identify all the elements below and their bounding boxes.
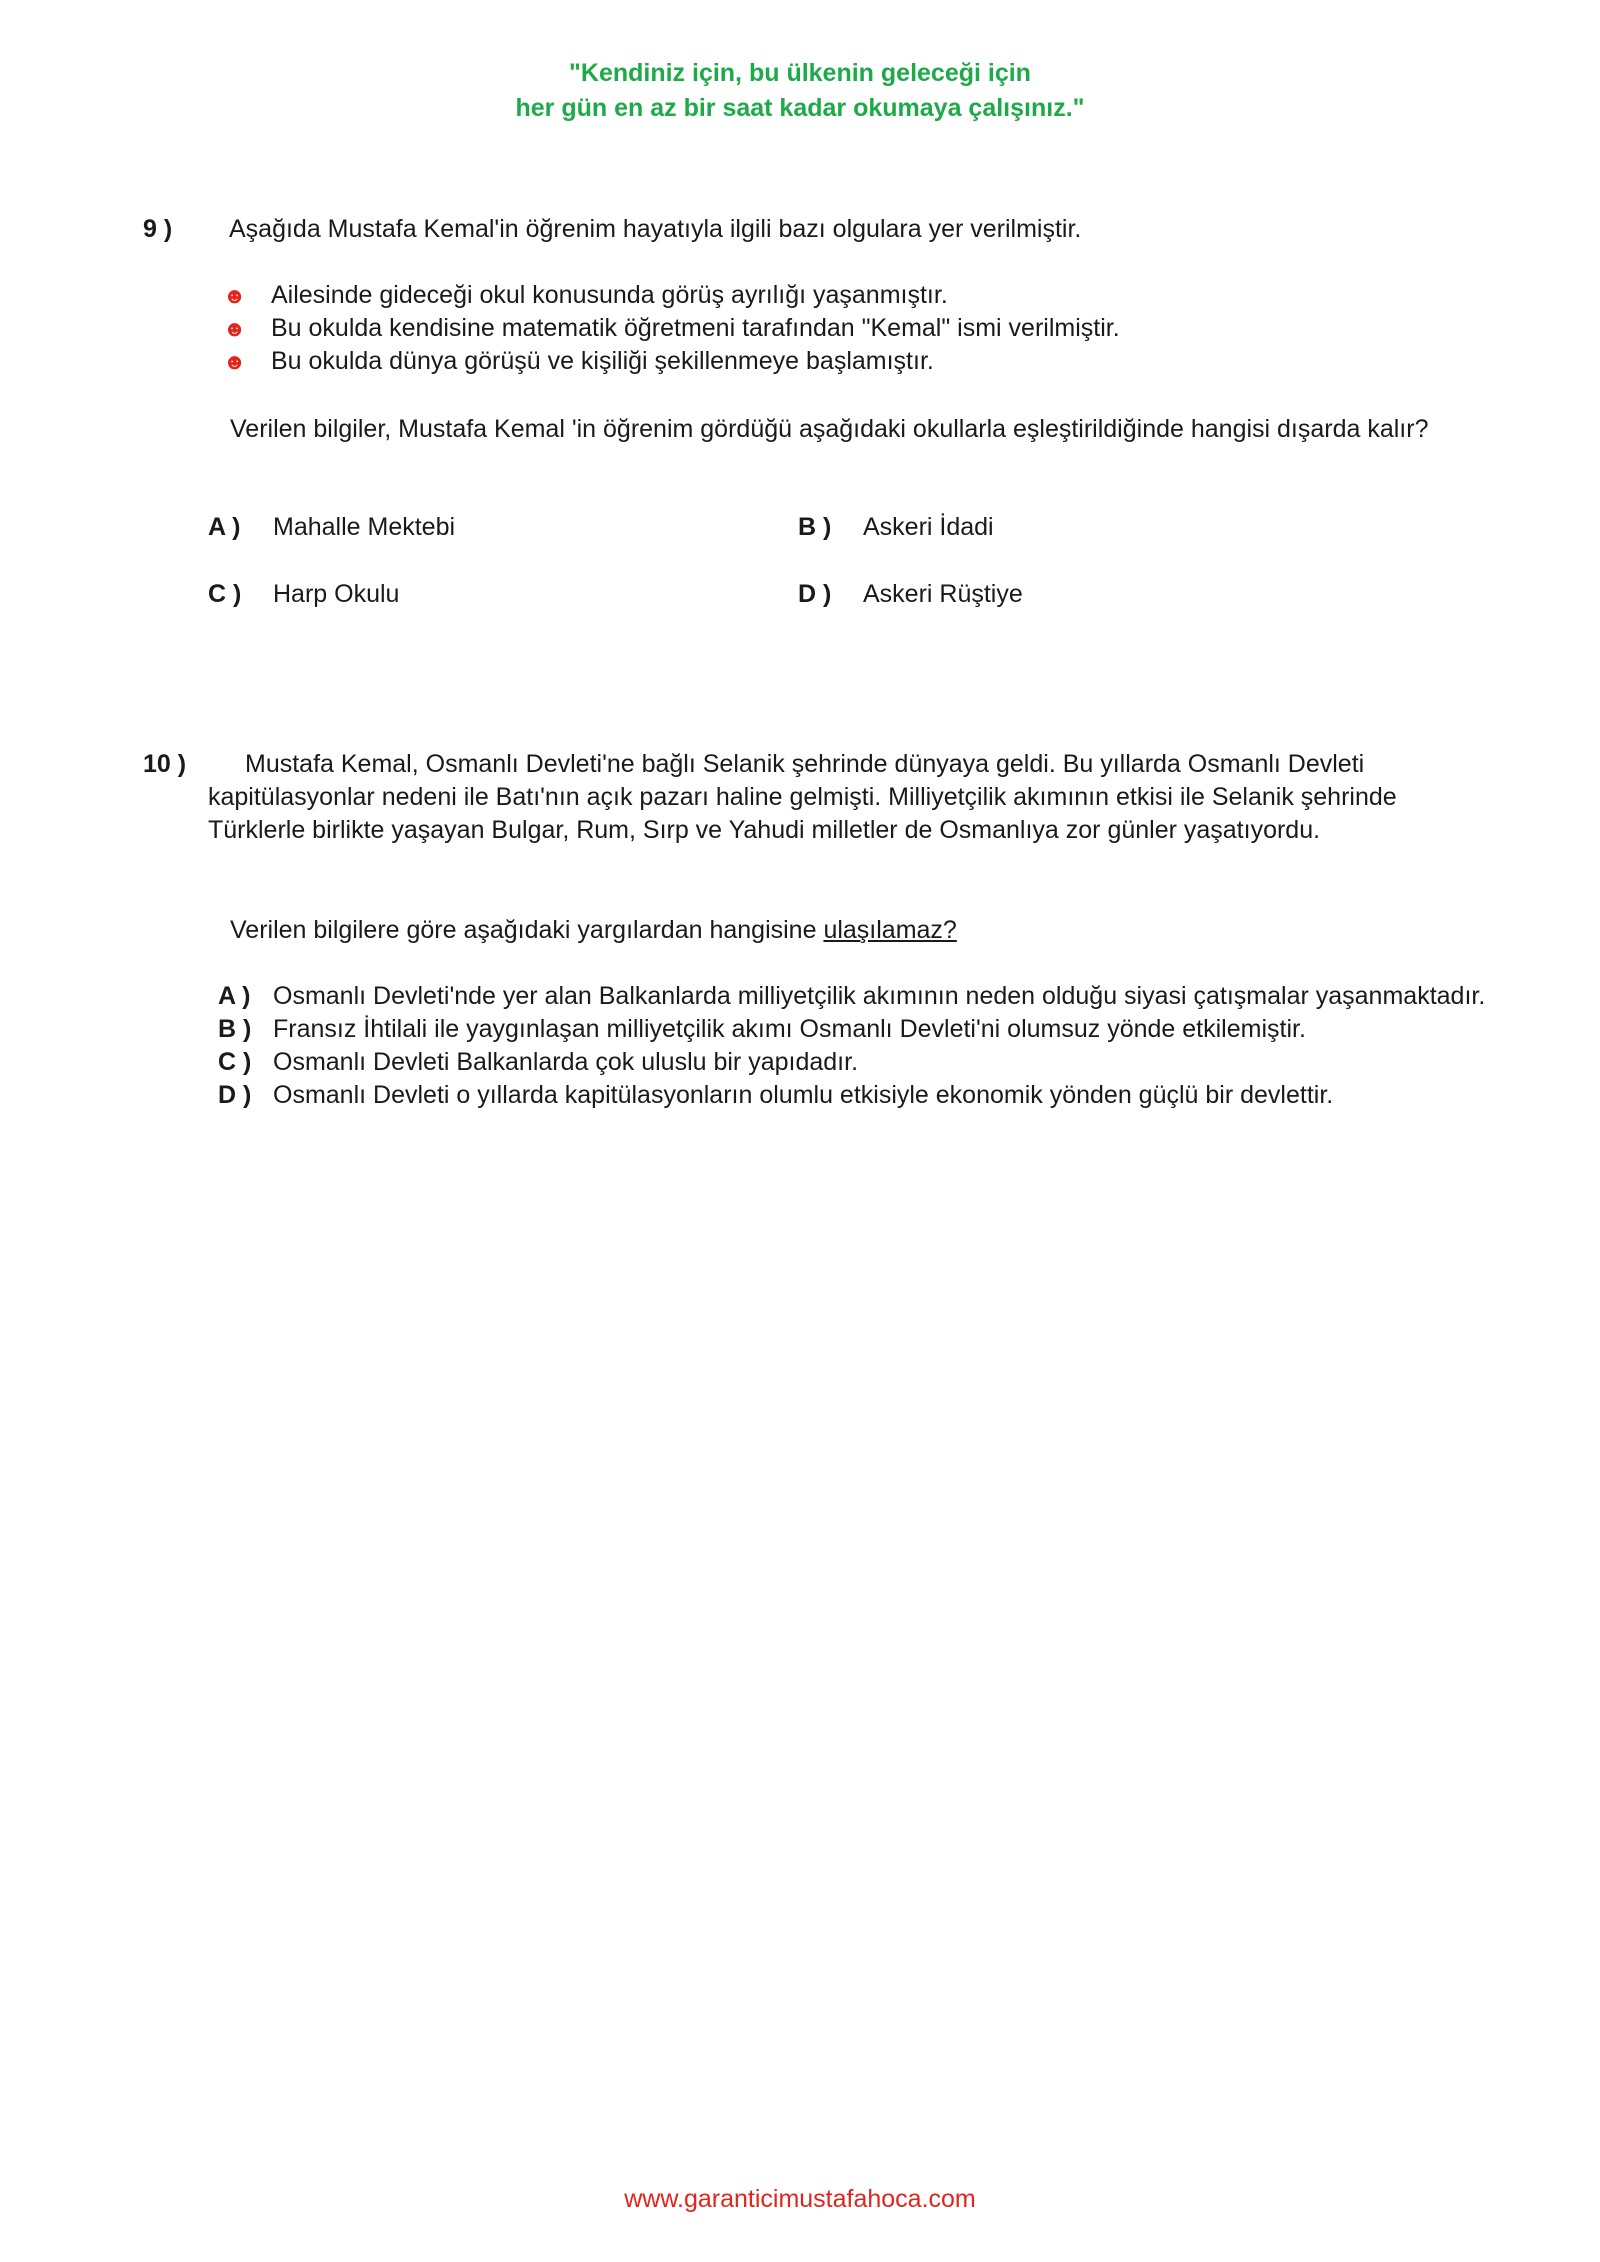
option-label: A ) <box>218 982 251 1010</box>
fact-item <box>223 312 1423 345</box>
option-label: B ) <box>218 1015 252 1043</box>
smiley-icon: ☻ <box>223 349 247 374</box>
prompt-underlined-text: ulaşılamaz? <box>823 916 957 944</box>
option-b[interactable] <box>218 1013 1518 1046</box>
option-text: Fransız İhtilali ile yaygınlaşan milliyetçilik akımı Osmanlı Devleti'ni olumsuz yönde etkilemiştir. <box>273 1015 1306 1043</box>
fact-item <box>223 279 1423 312</box>
option-text: Harp Okulu <box>273 580 400 608</box>
option-label: C ) <box>218 1048 252 1076</box>
option-label: B ) <box>798 513 832 541</box>
option-d[interactable] <box>798 578 1358 611</box>
option-label: A ) <box>208 513 241 541</box>
fact-item <box>223 345 1423 378</box>
option-c[interactable] <box>218 1046 1518 1079</box>
option-a[interactable] <box>208 511 768 544</box>
question-number: 10 ) <box>143 750 187 778</box>
fact-text: Bu okulda dünya görüşü ve kişiliği şekillenmeye başlamıştır. <box>271 347 934 375</box>
option-text: Askeri Rüştiye <box>863 580 1023 608</box>
option-b[interactable] <box>798 511 1358 544</box>
smiley-icon: ☻ <box>223 316 247 341</box>
option-text: Osmanlı Devleti'nde yer alan Balkanlarda milliyetçilik akımının neden olduğu siyasi çatışmalar yaşanmaktadır. <box>273 982 1486 1010</box>
question-stem: Aşağıda Mustafa Kemal'in öğrenim hayatıyla ilgili bazı olgulara yer verilmiştir. <box>229 215 1082 243</box>
question-number: 9 ) <box>143 215 173 243</box>
option-text: Osmanlı Devleti o yıllarda kapitülasyonların olumlu etkisiyle ekonomik yönden güçlü bir devlettir. <box>273 1081 1334 1109</box>
fact-text: Bu okulda kendisine matematik öğretmeni tarafından "Kemal" ismi verilmiştir. <box>271 314 1120 342</box>
question-prompt <box>230 914 1430 947</box>
prompt-text: Verilen bilgilere göre aşağıdaki yargılardan hangisine <box>230 916 824 944</box>
header-quote-line-1: "Kendiniz için, bu ülkenin geleceği için <box>569 59 1031 87</box>
header-quote <box>0 56 1600 126</box>
option-text: Osmanlı Devleti Balkanlarda çok uluslu bir yapıdadır. <box>273 1048 859 1076</box>
option-d[interactable] <box>218 1079 1518 1112</box>
question-prompt: Verilen bilgiler, Mustafa Kemal 'in öğrenim gördüğü aşağıdaki okullarla eşleştirildiğinde hangisi dışarda kalır? <box>230 415 1429 443</box>
option-c[interactable] <box>208 578 768 611</box>
option-text: Mahalle Mektebi <box>273 513 456 541</box>
option-label: D ) <box>798 580 832 608</box>
option-label: C ) <box>208 580 242 608</box>
footer-website-link[interactable]: www.garanticimustafahoca.com <box>624 2185 976 2213</box>
fact-text: Ailesinde gideceği okul konusunda görüş ayrılığı yaşanmıştır. <box>271 281 948 309</box>
header-quote-line-2: her gün en az bir saat kadar okumaya çalışınız." <box>515 94 1085 122</box>
option-text: Askeri İdadi <box>863 513 994 541</box>
option-label: D ) <box>218 1081 252 1109</box>
answer-options <box>218 980 1518 1112</box>
option-a[interactable] <box>218 980 1518 1013</box>
smiley-icon: ☻ <box>223 283 247 308</box>
fact-list <box>223 279 1423 378</box>
question-stem: Mustafa Kemal, Osmanlı Devleti'ne bağlı Selanik şehrinde dünyaya geldi. Bu yıllarda Osmanlı Devleti kapitülasyonlar nedeni ile Batı'nın açık pazarı haline gelmişti. Milliyetçilik akımının etkisi ile Selanik şehrinde Türklerle birlikte yaşayan Bulgar, Rum, Sırp ve Yahudi milletler de Osmanlıya zor günler yaşatıyordu. <box>208 750 1397 844</box>
